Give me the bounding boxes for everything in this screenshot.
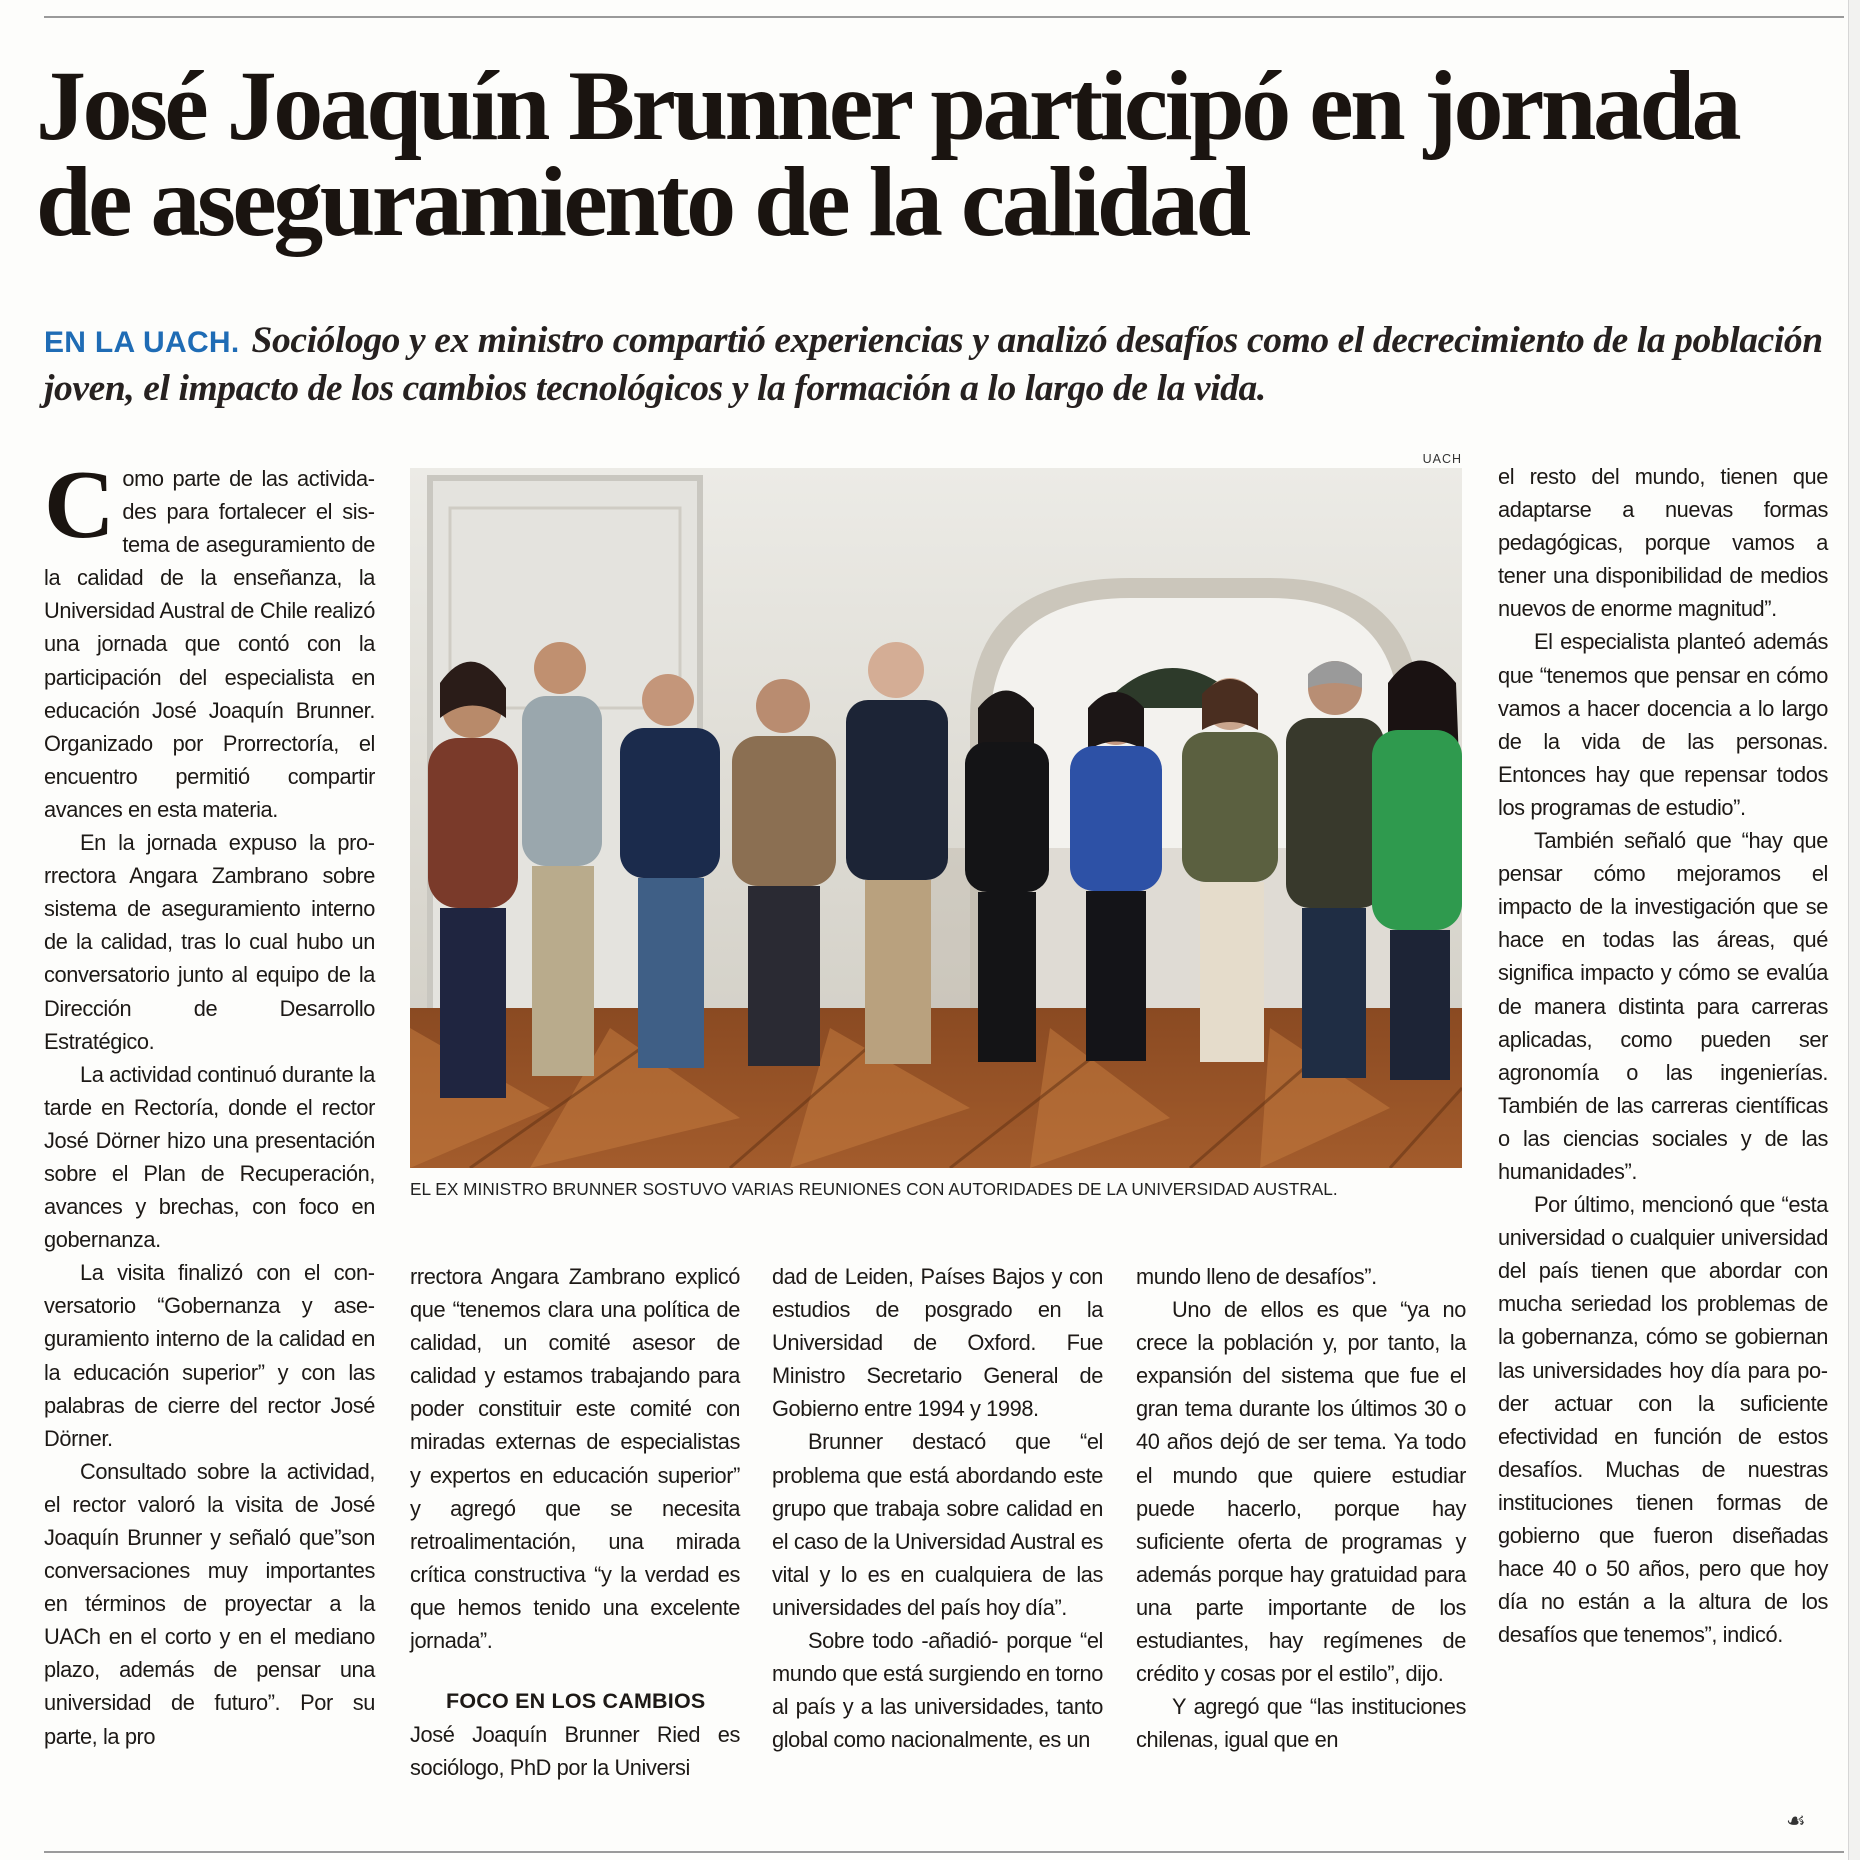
col5-p4: Por último, mencionó que “esta universidad o cualquier universidad del país tienen que abordar con mucha seriedad los problemas de la gobernanza, cómo se gobiernan las universidades hoy día para poder actuar con la suficiente efectividad en función de estos desafíos. Muchas de nuestras instituciones tienen formas de gobierno que fueron diseñadas hace 40 o 50 años, pero que hoy día no están a la altura de los desafíos que tenemos”, indicó. [1498,1192,1828,1648]
col4-p1: mundo lleno de desafíos”. [1136,1264,1377,1289]
dropcap: C [44,451,115,559]
col2-p2: José Joaquín Brunner Ried es sociólogo, PhD por la Universi [410,1722,740,1781]
col1-p5: Consultado sobre la actividad, el rector valoró la visita de José Joaquín Brunner y señaló que”son conversaciones muy importantes en términos de proyectar a la UACh en el corto y en el mediano plazo, además de pensar una universidad de futuro”. Por su parte, la pro [44,1458,375,1749]
col3-p3: Sobre todo -añadió- porque “el mundo que está surgiendo en torno al país y a las universidades, tanto global como nacionalmente, es un [772,1628,1103,1753]
column-2 [410,1260,740,1784]
col4-p3: Y agregó que “las instituciones chilenas, igual que en [1136,1694,1466,1753]
end-mark-icon: ☙ [1786,1808,1806,1833]
column-3 [772,1260,1103,1756]
deck [44,318,1834,412]
bottom-rule [44,1851,1844,1853]
col3-p1: dad de Leiden, Países Bajos y con estudios de posgrado en la Universidad de Oxford. Fue Ministro Secretario General de Gobierno entre 1994 y 1998. [772,1264,1103,1422]
col5-p1: el resto del mundo, tienen que adaptarse a nuevas formas pedagógicas, porque vamos a tener una disponibilidad de medios nuevos de enorme magnitud”. [1498,464,1828,622]
photo-caption: EL EX MINISTRO BRUNNER SOSTUVO VARIAS REUNIONES CON AUTORIDADES DE LA UNIVERSIDAD AUSTRAL. [410,1179,1338,1199]
col2-p1: rrectora Angara Zambrano explicó que “tenemos clara una política de calidad, un comité asesor de calidad y estamos trabajando para poder constituir este comité con miradas externas de especialistas y expertos en educación superior” y agregó que se necesita retroalimentación, una mirada crítica constructiva “y la verdad es que hemos tenido una excelente jornada”. [410,1264,740,1654]
col5-p2: El especialista planteó además que “tenemos que pensar en cómo vamos a hacer docencia a lo largo de la vida de las personas. Entonces hay que repensar todos los programas de estudio”. [1498,629,1828,820]
group-photo [410,468,1462,1168]
col3-p2: Brunner destacó que “el problema que está abordando este grupo que trabaja sobre calidad en el caso de la Universidad Austral es vital y lo es en cualquiera de las universidades del país hoy día”. [772,1429,1103,1620]
column-5 [1498,460,1828,1651]
headline: José Joaquín Brunner participó en jornada de aseguramiento de la calidad [36,50,1739,257]
col1-p3: La actividad continuó durante la tarde en Rectoría, donde el rector José Dörner hizo una presentación sobre el Plan de Recuperación, avances y brechas, con foco en gobernanza. [44,1061,375,1253]
col4-p2: Uno de ellos es que “ya no crece la población y, por tanto, la expansión del sistema que fue el gran tema durante los últimos 30 o 40 años dejó de ser tema. Ya todo el mundo que quiere estudiar puede hacerlo, porque hay suficiente oferta de programas y además porque hay gratuidad para una parte importante de los estudiantes, hay regímenes de crédito y cosas por el estilo”, dijo. [1136,1297,1466,1687]
subhead: FOCO EN LOS CAMBIOS [446,1689,706,1714]
col5-p3: También señaló que “hay que pensar cómo mejoramos el impacto de la investigación que se hace en todas las áreas, qué significa impacto y cómo se evalúa de manera distinta para carreras aplicadas, como pueden ser agronomía o las ingenierías. También de las carreras científicas o las ciencias sociales y de las humanidades”. [1498,828,1828,1184]
photo-credit: UACH [1422,452,1462,466]
col1-p1-text: omo parte de las actividades para fortalecer el sistema de aseguramiento de la calidad de la enseñanza, la Universidad Austral de Chile realizó una jornada que contó con la participación del especialista en educación José Joaquín Brunner. Organizado por Prorrectoría, el encuentro permitió compartir avances en esta materia. [44,466,375,822]
column-1 [44,451,375,1753]
column-4 [1136,1260,1466,1756]
col1-p4: La visita finalizó con el conversatorio “Gobernanza y aseguramiento interno de la calidad en la educación superior” y con las palabras de cierre del rector José Dörner. [44,1260,375,1451]
page-edge [1848,0,1860,1860]
deck-text: Sociólogo y ex ministro compartió experiencias y analizó desafíos como el decrecimiento de la población joven, el impacto de los cambios tecnológicos y la formación a lo largo de la vida. [44,320,1823,409]
col1-p2: En la jornada expuso la prorrectora Angara Zambrano sobre sistema de aseguramiento interno de la calidad, tras lo cual hubo un conversatorio junto al equipo de la Dirección de Desarrollo Estratégico. [44,830,375,1054]
col1-p1 [44,451,375,826]
top-rule [44,16,1844,18]
kicker: EN LA UACH. [44,326,240,359]
